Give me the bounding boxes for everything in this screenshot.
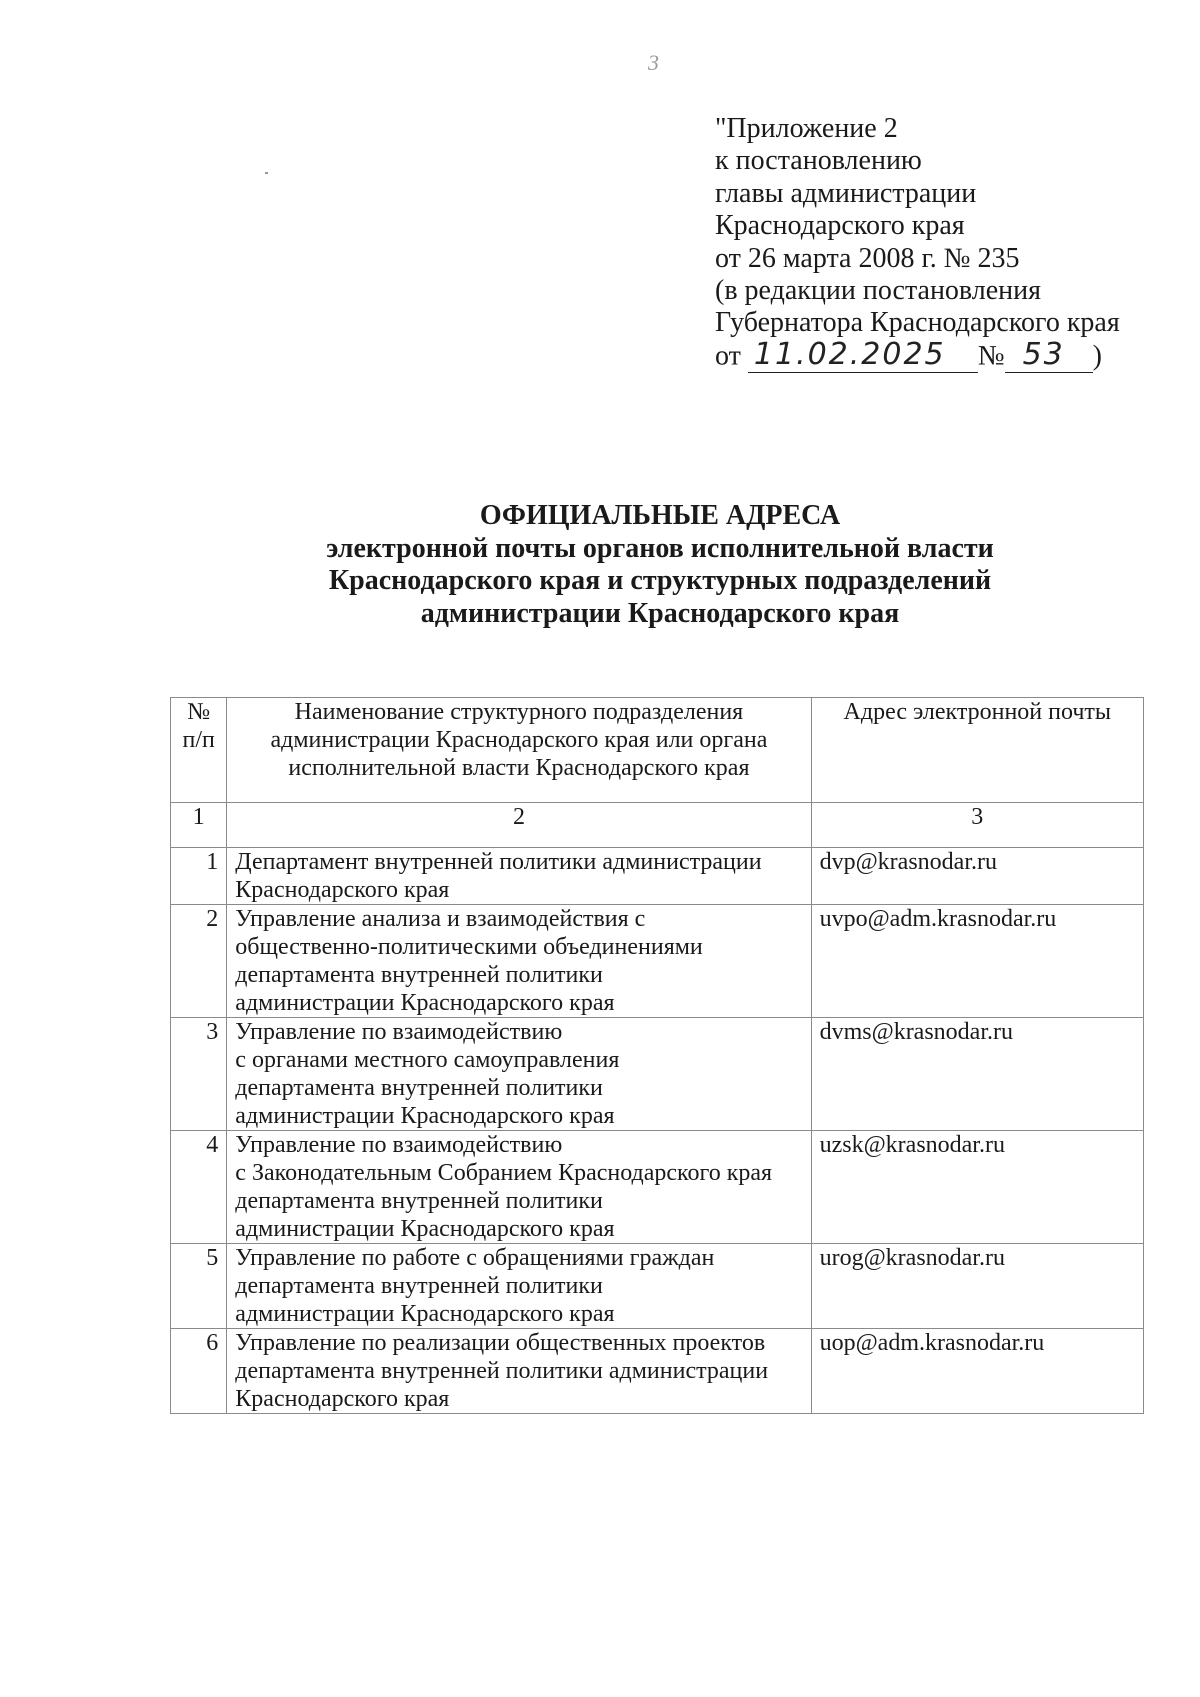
header-num	[171, 698, 227, 803]
handwritten-date: 11.02.2025	[753, 337, 946, 373]
row-name-line: администрации Краснодарского края	[235, 1301, 615, 1327]
title-line: Краснодарского края и структурных подразделений	[328, 565, 992, 596]
row-name	[227, 1329, 811, 1414]
row-name-line: администрации Краснодарского края	[235, 1103, 615, 1129]
header-name-line: администрации Краснодарского края или органа	[270, 727, 768, 753]
row-name-line: Департамент внутренней политики администрации	[235, 849, 762, 875]
row-name	[227, 1018, 811, 1131]
header-num-line: п/п	[182, 727, 215, 753]
row-email: uop@adm.krasnodar.ru	[811, 1329, 1143, 1414]
row-name-line: департамента внутренней политики	[235, 1273, 603, 1299]
appendix-line: Губернатора Краснодарского края	[715, 307, 1120, 339]
column-number-row	[171, 803, 1144, 848]
appendix-date-line	[715, 337, 1120, 373]
table-row	[171, 1131, 1144, 1244]
row-name	[227, 1131, 811, 1244]
table-header-row	[171, 698, 1144, 803]
number-field	[1005, 337, 1093, 373]
appendix-block	[715, 113, 1120, 373]
column-number: 1	[171, 803, 227, 848]
row-email: dvms@krasnodar.ru	[811, 1018, 1143, 1131]
row-name-line: Управление по взаимодействию	[235, 1019, 563, 1045]
table-row	[171, 1018, 1144, 1131]
row-name-line: департамента внутренней политики	[235, 1188, 603, 1214]
row-name-line: департамента внутренней политики	[235, 962, 603, 988]
row-name	[227, 848, 811, 905]
appendix-line: (в редакции постановления	[715, 275, 1042, 307]
row-number: 2	[171, 905, 227, 1018]
table-row	[171, 905, 1144, 1018]
row-email: dvp@krasnodar.ru	[811, 848, 1143, 905]
row-number: 1	[171, 848, 227, 905]
row-number: 5	[171, 1244, 227, 1329]
row-name-line: администрации Краснодарского края	[235, 1216, 615, 1242]
title-line: ОФИЦИАЛЬНЫЕ АДРЕСА	[479, 500, 841, 531]
handwritten-number: 53	[1022, 337, 1065, 373]
row-name	[227, 905, 811, 1018]
appendix-line: главы администрации	[715, 177, 977, 209]
row-name-line: общественно-политическими объединениями	[235, 934, 703, 960]
title-line: администрации Краснодарского края	[420, 597, 900, 629]
appendix-line: к постановлению	[715, 145, 922, 177]
page-number: 3	[648, 50, 659, 75]
appendix-line: Краснодарского края	[715, 210, 965, 242]
appendix-line: "Приложение 2	[715, 113, 898, 144]
row-name-line: Краснодарского края	[235, 877, 450, 903]
row-name-line: Управление по взаимодействию	[235, 1132, 563, 1158]
row-name-line: администрации Краснодарского края	[235, 990, 615, 1016]
row-email: uzsk@krasnodar.ru	[811, 1131, 1143, 1244]
row-name-line: Управление по реализации общественных проектов	[235, 1330, 766, 1356]
row-name-line: департамента внутренней политики администрации	[235, 1358, 769, 1384]
row-name-line: Краснодарского края	[235, 1386, 450, 1412]
row-number: 3	[171, 1018, 227, 1131]
date-prefix: от	[715, 340, 741, 372]
document-title	[0, 500, 1200, 630]
row-name-line: Управление анализа и взаимодействия с	[235, 906, 646, 932]
date-field	[748, 337, 978, 373]
addresses-table	[170, 697, 1144, 1414]
row-name-line: с органами местного самоуправления	[235, 1047, 620, 1073]
table-row	[171, 1244, 1144, 1329]
row-email: uvpo@adm.krasnodar.ru	[811, 905, 1143, 1018]
number-prefix: №	[977, 340, 1005, 372]
table-body	[171, 848, 1144, 1414]
scan-mark	[265, 172, 268, 174]
row-name-line: департамента внутренней политики	[235, 1075, 603, 1101]
header-name-line: исполнительной власти Краснодарского края	[288, 755, 750, 781]
column-number: 2	[227, 803, 811, 848]
closing-paren: )	[1092, 340, 1102, 372]
title-line: электронной почты органов исполнительной власти	[326, 532, 994, 564]
row-number: 6	[171, 1329, 227, 1414]
header-email: Адрес электронной почты	[811, 698, 1143, 803]
table-row	[171, 1329, 1144, 1414]
column-number: 3	[811, 803, 1143, 848]
row-name-line: Управление по работе с обращениями граждан	[235, 1245, 715, 1271]
row-name-line: с Законодательным Собранием Краснодарского края	[235, 1160, 773, 1186]
row-number: 4	[171, 1131, 227, 1244]
appendix-line: от 26 марта 2008 г. № 235	[715, 242, 1020, 274]
row-name	[227, 1244, 811, 1329]
row-email: urog@krasnodar.ru	[811, 1244, 1143, 1329]
table-row	[171, 848, 1144, 905]
header-name-line: Наименование структурного подразделения	[294, 699, 744, 725]
header-name	[227, 698, 811, 803]
header-num-line: №	[187, 699, 211, 725]
